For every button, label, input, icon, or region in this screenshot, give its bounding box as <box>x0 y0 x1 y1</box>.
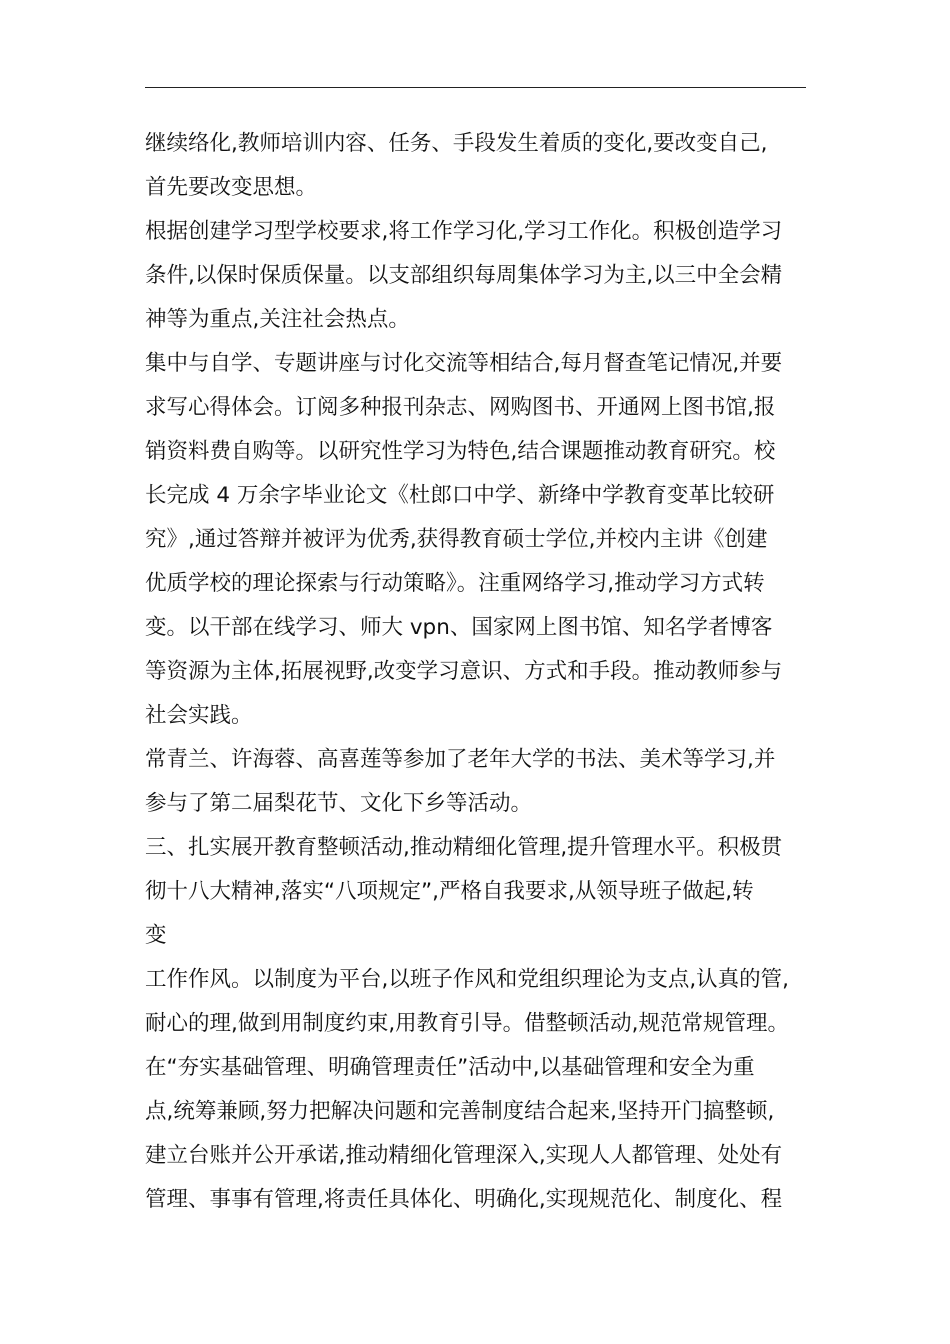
text-line: 彻十八大精神,落实“八项规定”,严格自我要求,从领导班子做起,转 <box>145 879 754 904</box>
text-line: 耐心的理,做到用制度约束,用教育引导。借整顿活动,规范常规管理。 <box>145 1011 790 1036</box>
text-line: 究》,通过答辩并被评为优秀,获得教育硕士学位,并校内主讲《创建 <box>145 527 768 552</box>
text-line: 常青兰、许海蓉、高喜莲等参加了老年大学的书法、美术等学习,并 <box>145 747 776 772</box>
text-line: 变。以干部在线学习、师大 vpn、国家网上图书馆、知名学者博客 <box>145 615 773 640</box>
header-rule <box>145 87 806 88</box>
text-line: 管理、事事有管理,将责任具体化、明确化,实现规范化、制度化、程 <box>145 1187 783 1212</box>
text-line: 销资料费自购等。以研究性学习为特色,结合课题推动教育研究。校 <box>145 439 776 464</box>
text-line: 优质学校的理论探索与行动策略》。注重网络学习,推动学习方式转 <box>145 571 765 596</box>
text-line: 长完成 4 万余字毕业论文《杜郎口中学、新绛中学教育变革比较研 <box>145 483 775 508</box>
text-line: 工作作风。以制度为平台,以班子作风和党组织理论为支点,认真的管, <box>145 967 790 992</box>
text-line: 变 <box>145 923 167 948</box>
text-line: 参与了第二届梨花节、文化下乡等活动。 <box>145 791 533 816</box>
text-line: 继续络化,教师培训内容、任务、手段发生着质的变化,要改变自己, <box>145 131 768 156</box>
text-line: 点,统筹兼顾,努力把解决问题和完善制度结合起来,坚持开门搞整顿, <box>145 1099 775 1124</box>
text-line: 根据创建学习型学校要求,将工作学习化,学习工作化。积极创造学习 <box>145 219 783 244</box>
text-line: 条件,以保时保质保量。以支部组织每周集体学习为主,以三中全会精 <box>145 263 783 288</box>
text-line: 等资源为主体,拓展视野,改变学习意识、方式和手段。推动教师参与 <box>145 659 783 684</box>
text-line: 三、扎实展开教育整顿活动,推动精细化管理,提升管理水平。积极贯 <box>145 835 783 860</box>
text-line: 神等为重点,关注社会热点。 <box>145 307 410 332</box>
text-line: 建立台账并公开承诺,推动精细化管理深入,实现人人都管理、处处有 <box>145 1143 783 1168</box>
text-line: 集中与自学、专题讲座与讨化交流等相结合,每月督查笔记情况,并要 <box>145 351 783 376</box>
text-line: 社会实践。 <box>145 703 253 728</box>
text-line: 首先要改变思想。 <box>145 175 318 200</box>
text-line: 求写心得体会。订阅多种报刊杂志、网购图书、开通网上图书馆,报 <box>145 395 776 420</box>
document-body <box>145 122 810 1222</box>
text-line: 在“夯实基础管理、明确管理责任”活动中,以基础管理和安全为重 <box>145 1055 755 1080</box>
